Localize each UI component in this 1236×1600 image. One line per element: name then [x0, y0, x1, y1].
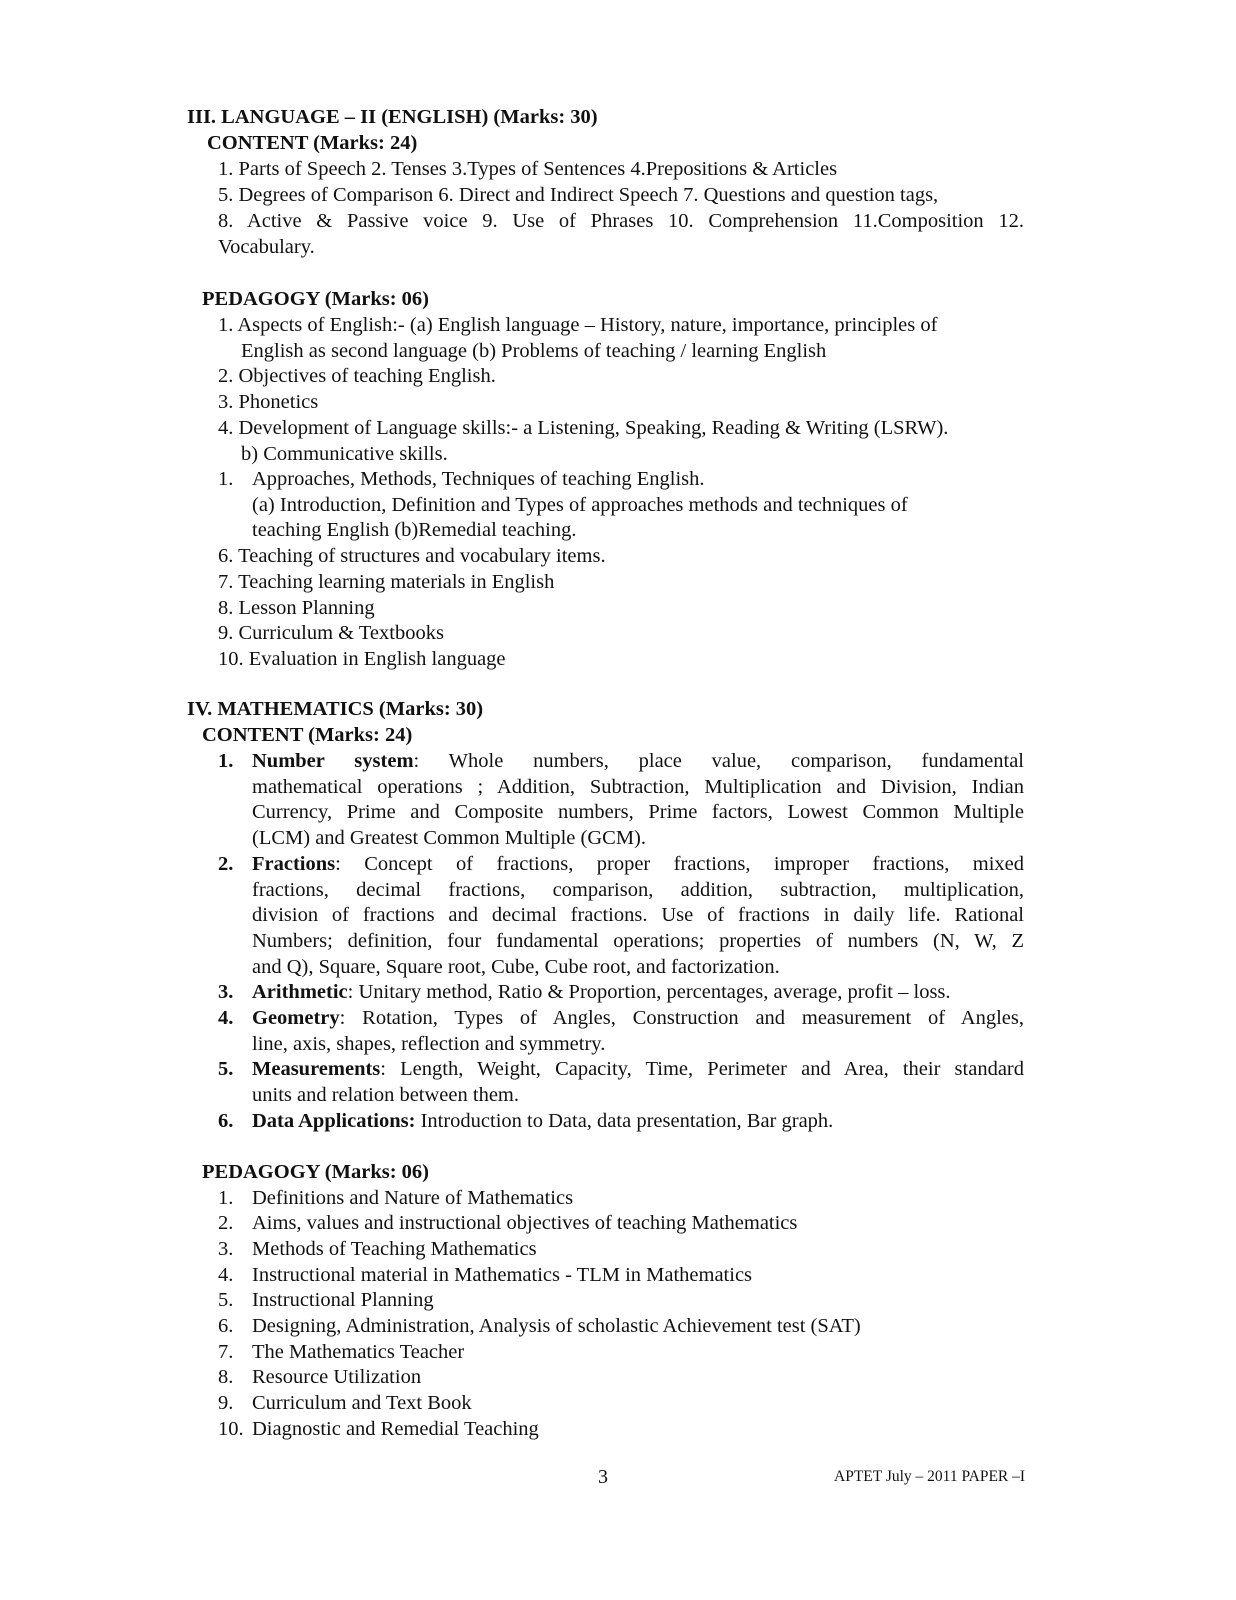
topic-line: Numbers; definition, four fundamental operations; properties of numbers (N, W, Z: [252, 930, 1024, 952]
list-item: The Mathematics Teacher: [252, 1341, 465, 1363]
topic-title: Fractions: [252, 853, 336, 875]
section-heading-mathematics: IV. MATHEMATICS (Marks: 30): [187, 698, 484, 720]
topic-line: Fractions: Concept of fractions, proper fractions, improper fractions, mixed: [252, 853, 1024, 875]
topic-line: (LCM) and Greatest Common Multiple (GCM).: [252, 827, 647, 849]
topic-line: units and relation between them.: [252, 1084, 519, 1106]
content-heading-mathematics: CONTENT (Marks: 24): [202, 724, 413, 746]
list-item-continuation: b) Communicative skills.: [241, 443, 448, 465]
page-number: 3: [598, 1466, 608, 1488]
topic-line: and Q), Square, Square root, Cube, Cube root, and factorization.: [252, 956, 780, 978]
pedagogy-heading-english: PEDAGOGY (Marks: 06): [202, 288, 429, 310]
list-item: 4. Development of Language skills:- a Listening, Speaking, Reading & Writing (LSRW).: [218, 417, 949, 439]
topic-number: 6.: [218, 1110, 234, 1132]
topic-line: mathematical operations ; Addition, Subtraction, Multiplication and Division, Indian: [252, 776, 1024, 798]
topic-title: Arithmetic: [252, 981, 348, 1003]
topic-line: division of fractions and decimal fractions. Use of fractions in daily life. Rational: [252, 904, 1024, 926]
topic-title: Geometry: [252, 1007, 340, 1029]
list-item-number: 1.: [218, 1187, 234, 1209]
topic-title: Data Applications:: [252, 1110, 416, 1132]
list-item: Instructional Planning: [252, 1289, 434, 1311]
list-item-continuation: English as second language (b) Problems of teaching / learning English: [241, 340, 827, 362]
topic-line: line, axis, shapes, reflection and symmetry.: [252, 1033, 606, 1055]
list-item-number: 4.: [218, 1264, 234, 1286]
list-item: Resource Utilization: [252, 1366, 422, 1388]
list-item: Approaches, Methods, Techniques of teaching English.: [252, 468, 705, 490]
list-item: 9. Curriculum & Textbooks: [218, 622, 444, 644]
list-item: 8. Lesson Planning: [218, 597, 375, 619]
list-item-number: 7.: [218, 1341, 234, 1363]
list-item-number: 6.: [218, 1315, 234, 1337]
topic-number: 1.: [218, 750, 234, 772]
footer-tag: APTET July – 2011 PAPER –I: [834, 1468, 1026, 1485]
list-item: Designing, Administration, Analysis of scholastic Achievement test (SAT): [252, 1315, 861, 1337]
content-heading-english: CONTENT (Marks: 24): [207, 132, 418, 154]
list-item: Definitions and Nature of Mathematics: [252, 1187, 574, 1209]
list-item-number: 3.: [218, 1238, 234, 1260]
topic-line: Number system: Whole numbers, place value, comparison, fundamental: [252, 750, 1025, 772]
list-item: Aims, values and instructional objectives of teaching Mathematics: [252, 1212, 798, 1234]
list-item-continuation: (a) Introduction, Definition and Types of approaches methods and techniques of: [252, 494, 908, 516]
list-item-number: 2.: [218, 1212, 234, 1234]
topic-line: Data Applications: Introduction to Data, data presentation, Bar graph.: [252, 1110, 834, 1132]
topic-title: Number system: [252, 750, 414, 772]
topic-line: Geometry: Rotation, Types of Angles, Construction and measurement of Angles,: [252, 1007, 1024, 1029]
topic-title: Measurements: [252, 1058, 381, 1080]
list-item-number: 10.: [218, 1418, 244, 1440]
list-item-number: 9.: [218, 1392, 234, 1414]
list-item: Instructional material in Mathematics - TLM in Mathematics: [252, 1264, 753, 1286]
topic-number: 3.: [218, 981, 234, 1003]
list-item: Curriculum and Text Book: [252, 1392, 472, 1414]
topic-line: Arithmetic: Unitary method, Ratio & Proportion, percentages, average, profit – loss.: [252, 981, 951, 1003]
list-item: 10. Evaluation in English language: [218, 648, 506, 670]
topic-line: Currency, Prime and Composite numbers, Prime factors, Lowest Common Multiple: [252, 801, 1024, 823]
list-item: Diagnostic and Remedial Teaching: [252, 1418, 539, 1440]
list-item: 7. Teaching learning materials in English: [218, 571, 555, 593]
list-item: Methods of Teaching Mathematics: [252, 1238, 537, 1260]
topic-line: Measurements: Length, Weight, Capacity, Time, Perimeter and Area, their standard: [252, 1058, 1024, 1080]
list-item: 2. Objectives of teaching English.: [218, 365, 496, 387]
topic-number: 5.: [218, 1058, 234, 1080]
content-line: 5. Degrees of Comparison 6. Direct and Indirect Speech 7. Questions and question tags,: [218, 184, 939, 206]
list-item: 3. Phonetics: [218, 391, 319, 413]
content-line: 8. Active & Passive voice 9. Use of Phrases 10. Comprehension 11.Composition 12.: [218, 210, 1024, 232]
list-item: 6. Teaching of structures and vocabulary items.: [218, 545, 606, 567]
list-item-number: 8.: [218, 1366, 234, 1388]
list-item: 1. Aspects of English:- (a) English language – History, nature, importance, principles of: [218, 314, 938, 336]
section-heading-english: III. LANGUAGE – II (ENGLISH) (Marks: 30): [187, 106, 598, 128]
list-item-number: 5.: [218, 1289, 234, 1311]
content-line: Vocabulary.: [218, 236, 315, 258]
list-item-number: 1.: [218, 468, 234, 490]
topic-number: 4.: [218, 1007, 234, 1029]
list-item-continuation: teaching English (b)Remedial teaching.: [252, 519, 577, 541]
content-line: 1. Parts of Speech 2. Tenses 3.Types of Sentences 4.Prepositions & Articles: [218, 158, 838, 180]
topic-number: 2.: [218, 853, 234, 875]
pedagogy-heading-mathematics: PEDAGOGY (Marks: 06): [202, 1161, 429, 1183]
topic-line: fractions, decimal fractions, comparison, addition, subtraction, multiplication,: [252, 879, 1024, 901]
